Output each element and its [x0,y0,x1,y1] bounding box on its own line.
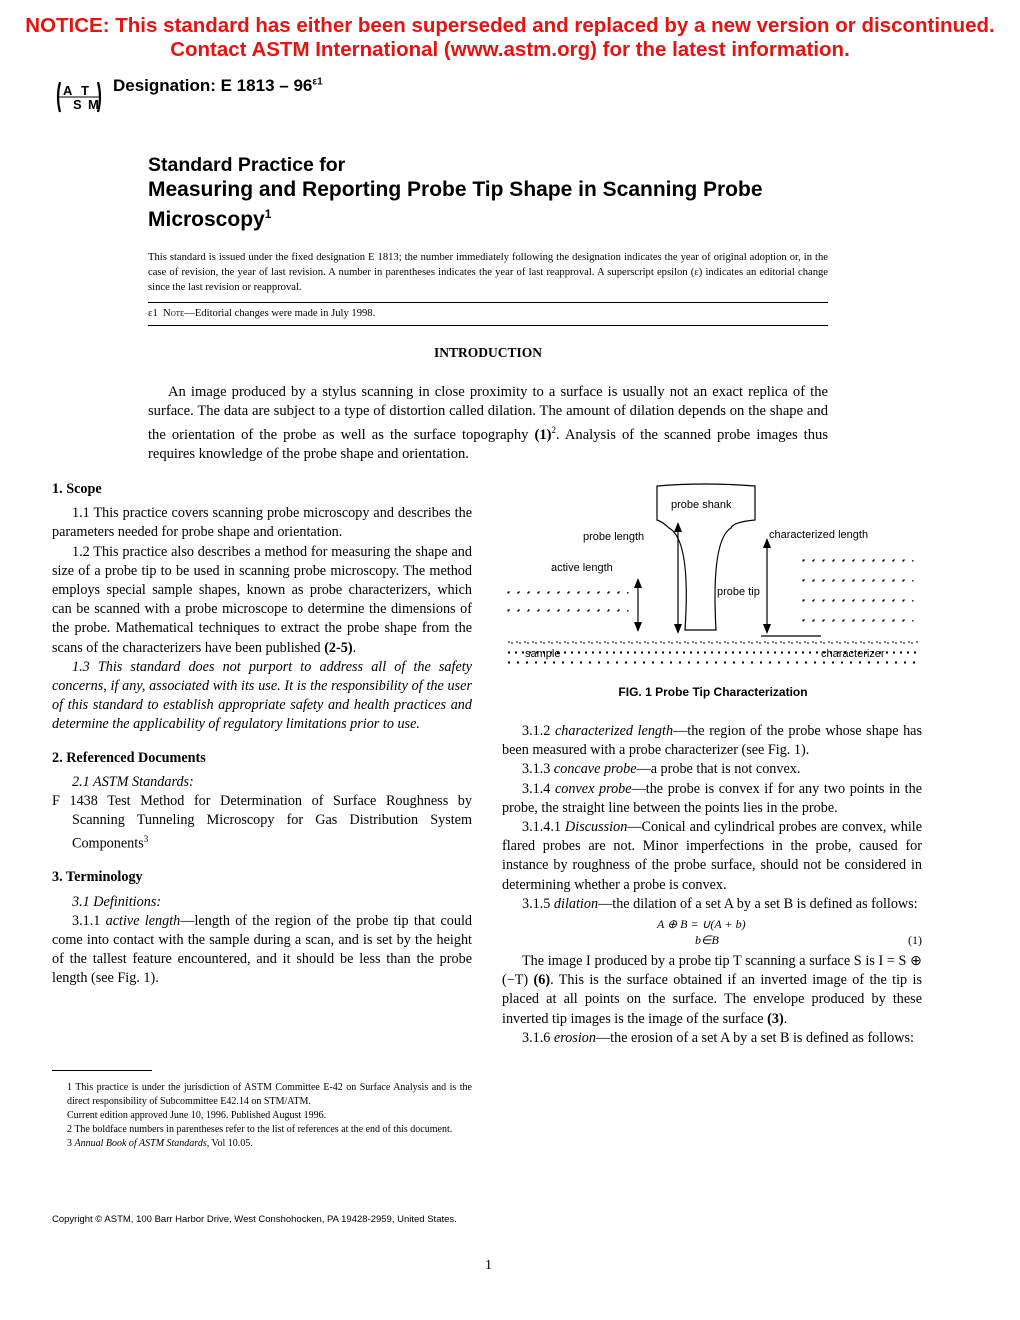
discussion-convex: 3.1.4.1 Discussion—Conical and cylindrical probes are convex, while flared probes are not. Minor imperfections in the probe, caused for instance by roughness of the probe surface, should not be considered in determining whether a probe is convex. [502,819,922,893]
section-3-heading: 3. Terminology [52,869,143,886]
introduction-text: An image produced by a stylus scanning in close proximity to a surface is usually not an exact replica of the surface. The data are subject to a type of distortion called dilation. The amount of dilation depends on the shape and the orientation of the probe as well as the surface topography $(1)^2$. Analysis of the scanned probe images thus requires knowledge of the probe shape and orientation. [148,384,829,463]
title-footnote-marker: 1 [264,207,272,221]
section-1-heading: 1. Scope [52,481,102,497]
equation-1: A ⊕ B = ∪(A + b) b∈B (1) [657,917,922,948]
footnote-rule [52,1070,152,1071]
label-characterized-length: characterized length [769,529,869,541]
svg-text:S: S [73,97,82,112]
para-1-3: 1.3 This standard does not purport to address all of the safety concerns, if any, associated with its use. It is the responsibility of the user of this standard to establish appropriate safety and health practices and determine the applicability of regulatory limitations prior to use. [52,658,472,733]
def-characterized-length: 3.1.2 characterized length—the region of the probe whose shape has been measured with a probe characterizer (see Fig. 1). [502,723,923,759]
astm-logo [54,76,104,118]
editorial-note: ε1 Note—Editorial changes were made in July 1998. [148,308,376,319]
right-column [502,722,922,1048]
figure-caption: FIG. 1 Probe Tip Characterization [618,685,808,699]
label-sample: sample [525,648,561,660]
def-concave-probe: 3.1.3 concave probe—a probe that is not convex. [522,761,801,778]
left-column [52,480,472,989]
footnote-2: 2 The boldface numbers in parentheses refer to the list of references at the end of this document. [67,1124,453,1135]
label-probe-tip: probe tip [717,586,760,598]
copyright: Copyright © ASTM, 100 Barr Harbor Drive, West Conshohocken, PA 19428-2959, United States. [52,1214,457,1225]
notice-line-2: Contact ASTM International (www.astm.org) for the latest information. [170,38,850,61]
para-3-1: 3.1 Definitions: [72,893,162,910]
def-erosion: 3.1.6 erosion—the erosion of a set A by a set B is defined as follows: [522,1029,914,1046]
label-active-length: active length [551,562,613,574]
para-1-2: 1.2 This practice also describes a method for measuring the shape and size of a probe tip to be used in scanning probe microscopy. The method employs special sample shapes, known as probe characterizers, which can be scanned with a probe microscope to determine the dimensions of the probe. Mathematical techniques to extract the probe shape from the scans of the characterizers have been published (2-5). [52,543,472,656]
page-number: 1 [485,1258,492,1273]
para-1-1: 1.1 This practice covers scanning probe microscopy and describes the parameters needed for probe shape and orientation. [52,505,472,541]
para-2-1: 2.1 ASTM Standards: [72,773,194,790]
figure-1 [503,480,923,685]
svg-text:T: T [81,83,89,98]
footnote-1: 1 This practice is under the jurisdiction of ASTM Committee E-42 on Surface Analysis and is the direct responsibility of Subcommittee E42.14 on STM/ATM. [67,1082,472,1107]
issuance-statement: This standard is issued under the fixed designation E 1813; the number immediately following the designation indicates the year of original adoption or, in the case of revision, the year of last revision. A number in parentheses indicates the year of last reapproval. A superscript epsilon (ε) indicates an editorial change since the last revision or reapproval. [148,252,828,293]
designation-superscript: ε1 [312,76,323,88]
section-2-heading: 2. Referenced Documents [52,749,206,766]
notice-line-1: NOTICE: This standard has either been superseded and replaced by a new version or discontinued. [25,14,995,37]
rule-top [148,302,828,303]
label-characterizer: characterizer [821,648,885,660]
title-line-1: Standard Practice for [148,154,346,176]
footnotes [52,1081,472,1151]
rule-bottom [148,325,828,326]
para-image-dilation: The image I produced by a probe tip T scanning a surface S is I = S ⊕ (−T) (6). This is the surface obtained if an inverted image of the tip is placed at all points on the surface. The envelope produced by these inverted tip images is the image of the surface (3). [502,953,922,1027]
label-probe-shank: probe shank [671,499,732,511]
designation: Designation: E $1813 - 96^{\varepsilon 1}$ [113,76,323,95]
label-probe-length: probe length [583,531,645,543]
title-main: Measuring and Reporting Probe Tip Shape in Scanning Probe Microscopy$^1$ [148,178,763,231]
introduction-heading: INTRODUCTION [433,345,542,360]
def-active-length: 3.1.1 active length—length of the region of the probe tip that could come into contact with the sample during a scan, and is set by the height of the tallest feature encountered, and it should be less than the probe length (see Fig. 1). [52,912,472,987]
footnote-3: 3 Annual Book of ASTM Standards, Vol 10.05. [67,1138,253,1149]
footnote-1b: Current edition approved June 10, 1996. Published August 1996. [67,1110,327,1121]
svg-text:M: M [88,97,99,112]
supersession-notice [0,14,1020,62]
def-dilation: 3.1.5 dilation—the dilation of a set A by a set B is defined as follows: [522,895,918,912]
ref-f1438: F 1438 Test Method for Determination of Surface Roughness by Scanning Tunneling Microscopy for Gas Distribution System Components$^3$ [52,793,472,853]
svg-text:A: A [63,83,73,98]
def-convex-probe: 3.1.4 convex probe—the probe is convex if for any two points in the probe, the straight line between the points lies in the probe. [502,780,923,816]
